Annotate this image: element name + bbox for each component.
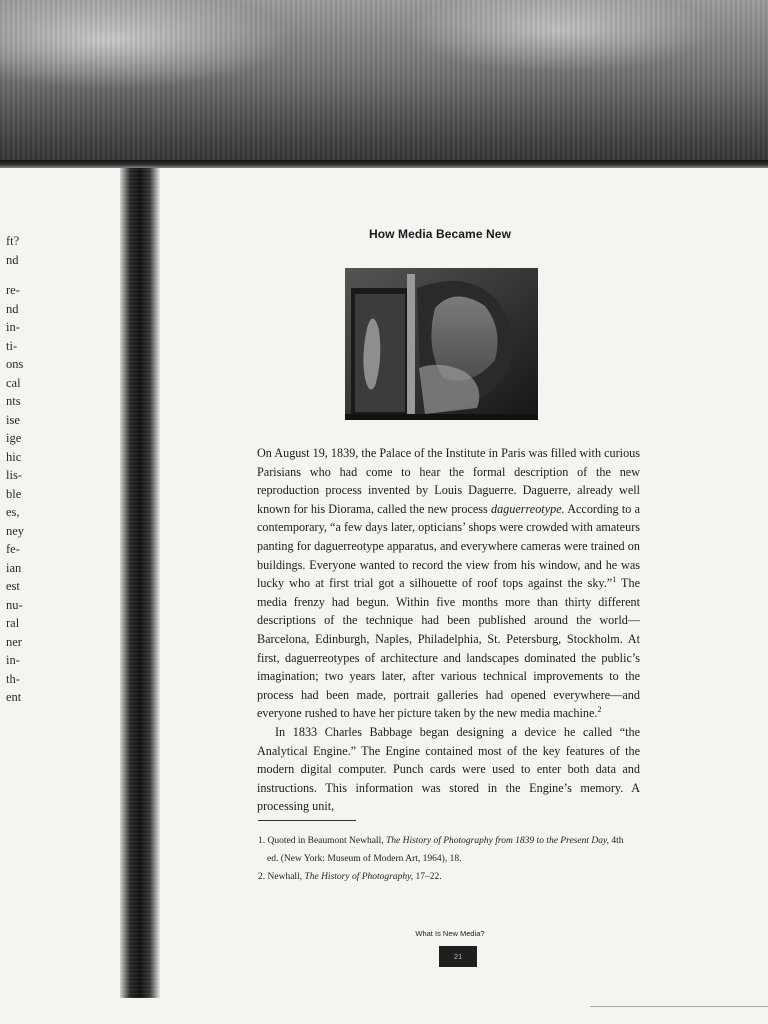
footnote-text: 2. Newhall, (258, 872, 305, 882)
fragment-line: th- (6, 671, 20, 686)
fragment-line: hic (6, 449, 22, 464)
fragment-line: ft? (6, 234, 20, 248)
chapter-title: How Media Became New (368, 227, 512, 241)
fragment-line: nu- (6, 597, 23, 612)
footnote-text: 4th (609, 836, 624, 846)
fragment-line: in- (6, 320, 20, 334)
paragraph-daguerre (257, 444, 640, 723)
fragment-line: est (6, 579, 20, 593)
fragment-line: es, (6, 505, 20, 519)
fragment-line: ian (6, 560, 22, 575)
fragment-line: cal (6, 375, 21, 390)
fragment-line: nd (6, 252, 19, 267)
book-spine-shadow (120, 168, 160, 998)
fragment-line: nd (6, 301, 19, 316)
footnote-text: 17–22. (413, 872, 442, 882)
fragment-line: ney (6, 523, 25, 538)
paragraph-text: According to a contemporary, “a few days later, opticians’ shops were crowded with amateurs panting for daguerreotype apparatus, and everywhere cameras were trained on buildings. Everyone wanted to record the view from his window, and he was lucky who at first trial got a silhouette of roof tops against the sky.” (257, 501, 641, 591)
daguerreotype-photo (345, 268, 538, 420)
fragment-line: fe- (6, 542, 20, 556)
running-footer: What Is New Media? (415, 929, 485, 938)
fragment-line: ner (6, 634, 22, 649)
scanner-smudge (0, 0, 768, 168)
fragment-line: re- (6, 283, 20, 297)
paragraph-text: The media frenzy had begun. Within five months more than thirty different descriptions of the technique had been published around the world—Barcelona, Edinburgh, Naples, Philadelphia, St. Petersburg, Stockholm. At first, daguerreotypes of architecture and landscapes dominated the public’s imagination; two years later, after various technical improvements to the process had been made, portrait galleries had opened everywhere—and everyone rushed to have her picture taken by the new media machine. (257, 576, 640, 721)
fragment-line: in- (6, 653, 20, 667)
footnote-2 (258, 868, 643, 886)
paragraph-text: On August 19, 1839, the Palace of the Institute in Paris was filled with curious Parisians who had come to hear the formal description of the new reproduction process invented by Louis Daguerre. Daguerre, already well known for his Diorama, called the new process (257, 446, 640, 516)
fragment-line: ons (6, 357, 24, 371)
left-page-fragments (6, 232, 46, 707)
page-number: 21 (439, 946, 477, 967)
fragment-line: ral (6, 616, 20, 630)
fragment-line: ise (6, 412, 20, 427)
body-text (257, 444, 640, 816)
footnote-ref: 2 (597, 705, 602, 715)
fragment-line: ent (6, 690, 22, 704)
footnote-ref: 1 (612, 575, 617, 585)
footnote-rule (258, 820, 356, 821)
footnote-book-title: The History of Photography from 1839 to the Present Day, (385, 836, 610, 846)
fragment-gap (6, 269, 46, 281)
footnote-1 (258, 832, 643, 850)
fragment-line: ige (6, 431, 22, 445)
scan-edge-line (0, 160, 768, 168)
fragment-line: lis- (6, 468, 22, 482)
footnote-text: 1. Quoted in Beaumont Newhall, (258, 836, 386, 846)
footnote-book-title: The History of Photography, (304, 872, 414, 882)
paragraph-babbage: In 1833 Charles Babbage began designing a device he called “the Analytical Engine.” The Engine contained most of the key features of the modern digital computer. Punch cards were used to enter both data and instructions. This information was stored in the Engine’s memory. A processing unit, (257, 724, 640, 814)
fragment-line: ti- (6, 338, 18, 353)
fragment-line: nts (6, 394, 21, 408)
footnote-1-continued: ed. (New York: Museum of Modern Art, 1964), 18. (267, 854, 462, 864)
italic-term: daguerreotype. (490, 501, 565, 516)
fragment-line: ble (6, 486, 22, 501)
footnotes (258, 832, 643, 886)
scan-edge-bottom (590, 1006, 768, 1007)
